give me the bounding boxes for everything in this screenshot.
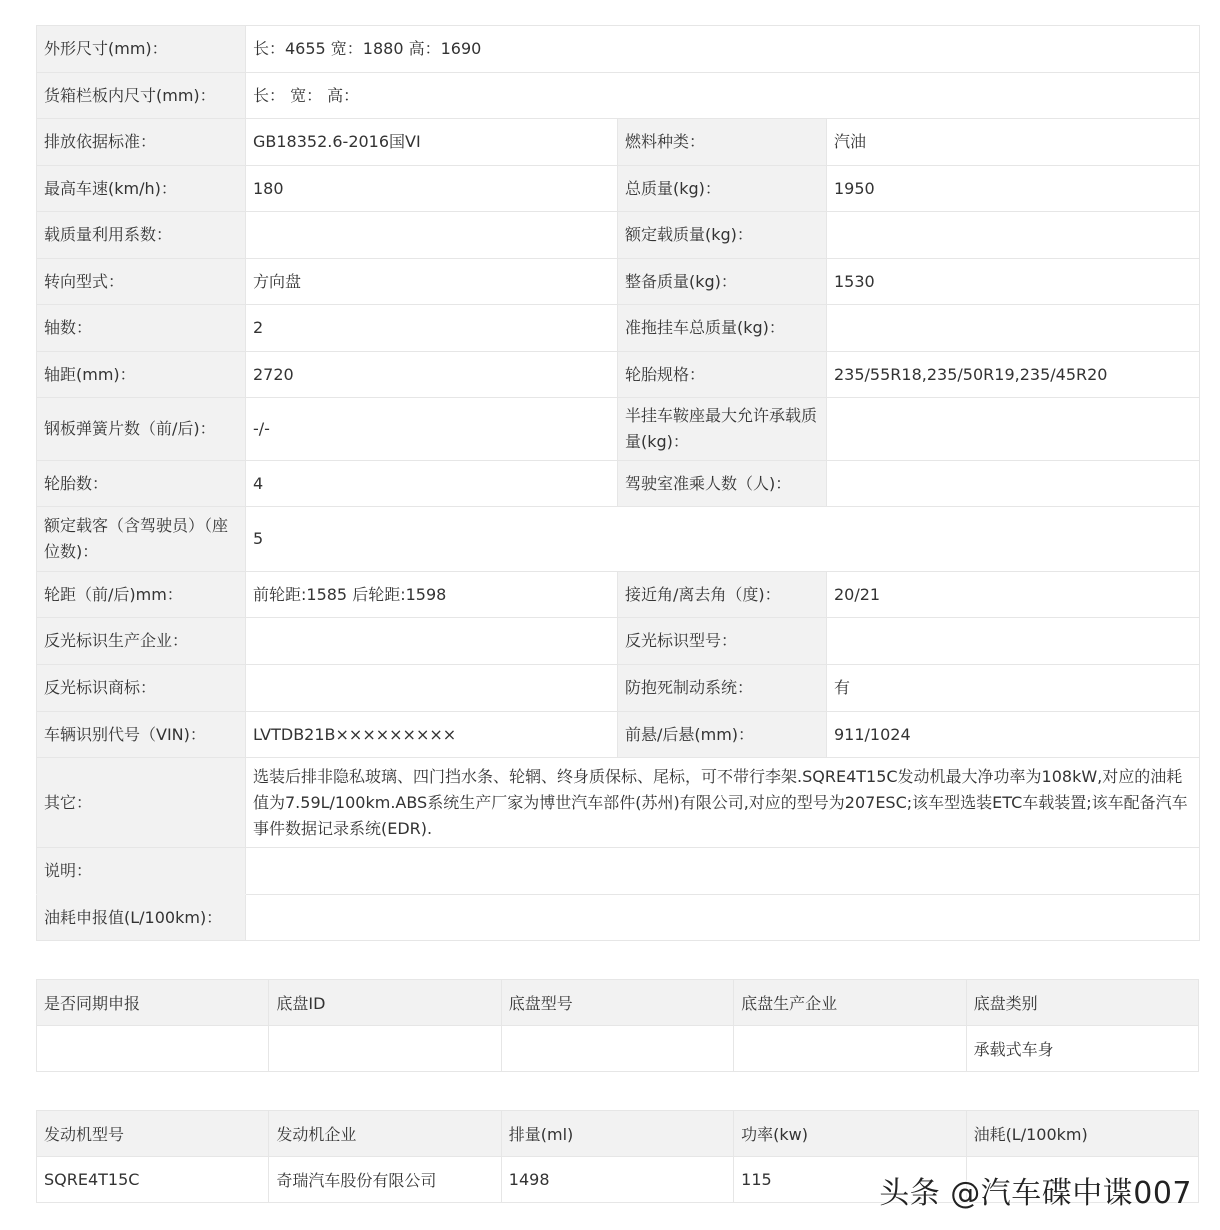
spec-row-fuel-consumption — [37, 895, 1200, 941]
value-wheelbase: 2720 — [246, 352, 618, 398]
label-load-coefficient: 载质量利用系数： — [37, 212, 246, 259]
value-reflector-maker — [246, 618, 618, 665]
value-tire-spec: 235/55R18,235/50R19,235/45R20 — [827, 352, 1200, 398]
spec-row-seats — [37, 507, 1200, 572]
value-steering: 方向盘 — [246, 259, 618, 305]
label-cab-capacity: 驾驶室准乘人数（人)： — [618, 461, 827, 507]
chassis-header-concurrent: 是否同期申报 — [37, 980, 269, 1026]
engine-cell-model: SQRE4T15C — [37, 1157, 269, 1203]
chassis-table — [36, 979, 1199, 1072]
chassis-cell-concurrent — [37, 1026, 269, 1072]
value-dimensions: 长：4655 宽：1880 高：1690 — [246, 26, 1200, 73]
label-seats: 额定载客（含驾驶员）（座位数)： — [37, 507, 246, 572]
value-fuel-type: 汽油 — [827, 119, 1200, 166]
value-reflector-brand — [246, 665, 618, 712]
value-track: 前轮距:1585 后轮距:1598 — [246, 572, 618, 618]
value-cargo-box: 长： 宽： 高： — [246, 73, 1200, 119]
label-wheelbase: 轴距(mm)： — [37, 352, 246, 398]
label-track: 轮距（前/后)mm： — [37, 572, 246, 618]
engine-header-power: 功率(kw) — [734, 1111, 966, 1157]
label-max-speed: 最高车速(km/h)： — [37, 166, 246, 212]
spec-row — [37, 572, 1200, 618]
label-reflector-maker: 反光标识生产企业： — [37, 618, 246, 665]
label-abs: 防抱死制动系统： — [618, 665, 827, 712]
engine-header-maker: 发动机企业 — [269, 1111, 501, 1157]
label-dimensions: 外形尺寸(mm)： — [37, 26, 246, 73]
value-gross-mass: 1950 — [827, 166, 1200, 212]
value-tire-count: 4 — [246, 461, 618, 507]
spec-row — [37, 461, 1200, 507]
label-fuel-type: 燃料种类： — [618, 119, 827, 166]
label-rated-load: 额定载质量(kg)： — [618, 212, 827, 259]
engine-cell-displacement: 1498 — [501, 1157, 733, 1203]
watermark: 头条 @汽车碟中谍007 — [879, 1176, 1192, 1211]
engine-header-model: 发动机型号 — [37, 1111, 269, 1157]
value-trailer-mass — [827, 305, 1200, 352]
chassis-header-row — [37, 980, 1199, 1026]
label-trailer-mass: 准拖挂车总质量(kg)： — [618, 305, 827, 352]
spec-row — [37, 712, 1200, 758]
value-emission-standard: GB18352.6-2016国VI — [246, 119, 618, 166]
value-max-speed: 180 — [246, 166, 618, 212]
spec-row — [37, 259, 1200, 305]
label-leaf-springs: 钢板弹簧片数（前/后)： — [37, 398, 246, 461]
chassis-cell-type: 承载式车身 — [966, 1026, 1198, 1072]
spec-row — [37, 305, 1200, 352]
engine-cell-power: 115 — [734, 1157, 966, 1203]
value-seats: 5 — [246, 507, 1200, 572]
value-reflector-model — [827, 618, 1200, 665]
label-cargo-box: 货箱栏板内尺寸(mm)： — [37, 73, 246, 119]
label-tire-count: 轮胎数： — [37, 461, 246, 507]
value-vin: LVTDB21B××××××××× — [246, 712, 618, 758]
chassis-header-model: 底盘型号 — [501, 980, 733, 1026]
value-axles: 2 — [246, 305, 618, 352]
chassis-header-maker: 底盘生产企业 — [734, 980, 966, 1026]
spec-row — [37, 665, 1200, 712]
spec-row-other — [37, 758, 1200, 848]
label-axles: 轴数： — [37, 305, 246, 352]
value-other: 选装后排非隐私玻璃、四门挡水条、轮辋、终身质保标、尾标，可不带行李架.SQRE4T15C发动机最大净功率为108kW,对应的油耗值为7.59L/100km.ABS系统生产厂家为博世汽车部件(苏州)有限公司,对应的型号为207ESC;该车型选装ETC车载装置;该车配备汽车事件数据记录系统(EDR). — [246, 758, 1200, 848]
value-note — [246, 848, 1200, 895]
label-approach-departure: 接近角/离去角（度)： — [618, 572, 827, 618]
chassis-cell-model — [501, 1026, 733, 1072]
spec-row-note — [37, 848, 1200, 895]
label-fuel-consumption: 油耗申报值(L/100km)： — [37, 895, 246, 941]
label-steering: 转向型式： — [37, 259, 246, 305]
label-overhang: 前悬/后悬(mm)： — [618, 712, 827, 758]
label-emission-standard: 排放依据标准： — [37, 119, 246, 166]
chassis-header-type: 底盘类别 — [966, 980, 1198, 1026]
engine-header-consumption: 油耗(L/100km) — [966, 1111, 1198, 1157]
spec-row — [37, 212, 1200, 259]
label-note: 说明： — [37, 848, 246, 895]
value-saddle-load — [827, 398, 1200, 461]
label-reflector-brand: 反光标识商标： — [37, 665, 246, 712]
spec-row-dimensions — [37, 26, 1200, 73]
spec-row — [37, 618, 1200, 665]
value-cab-capacity — [827, 461, 1200, 507]
engine-cell-maker: 奇瑞汽车股份有限公司 — [269, 1157, 501, 1203]
label-curb-mass: 整备质量(kg)： — [618, 259, 827, 305]
engine-header-displacement: 排量(ml) — [501, 1111, 733, 1157]
chassis-cell-id — [269, 1026, 501, 1072]
label-saddle-load: 半挂车鞍座最大允许承载质量(kg)： — [618, 398, 827, 461]
value-rated-load — [827, 212, 1200, 259]
spec-row — [37, 352, 1200, 398]
value-fuel-consumption — [246, 895, 1200, 941]
value-approach-departure: 20/21 — [827, 572, 1200, 618]
value-leaf-springs: -/- — [246, 398, 618, 461]
vehicle-spec-table — [36, 25, 1200, 941]
chassis-header-id: 底盘ID — [269, 980, 501, 1026]
value-abs: 有 — [827, 665, 1200, 712]
spec-row — [37, 166, 1200, 212]
engine-header-row — [37, 1111, 1199, 1157]
value-load-coefficient — [246, 212, 618, 259]
label-gross-mass: 总质量(kg)： — [618, 166, 827, 212]
table-row — [37, 1026, 1199, 1072]
label-reflector-model: 反光标识型号： — [618, 618, 827, 665]
value-curb-mass: 1530 — [827, 259, 1200, 305]
chassis-cell-maker — [734, 1026, 966, 1072]
label-tire-spec: 轮胎规格： — [618, 352, 827, 398]
label-vin: 车辆识别代号（VIN)： — [37, 712, 246, 758]
spec-row — [37, 119, 1200, 166]
spec-row-cargo — [37, 73, 1200, 119]
label-other: 其它： — [37, 758, 246, 848]
spec-row — [37, 398, 1200, 461]
value-overhang: 911/1024 — [827, 712, 1200, 758]
